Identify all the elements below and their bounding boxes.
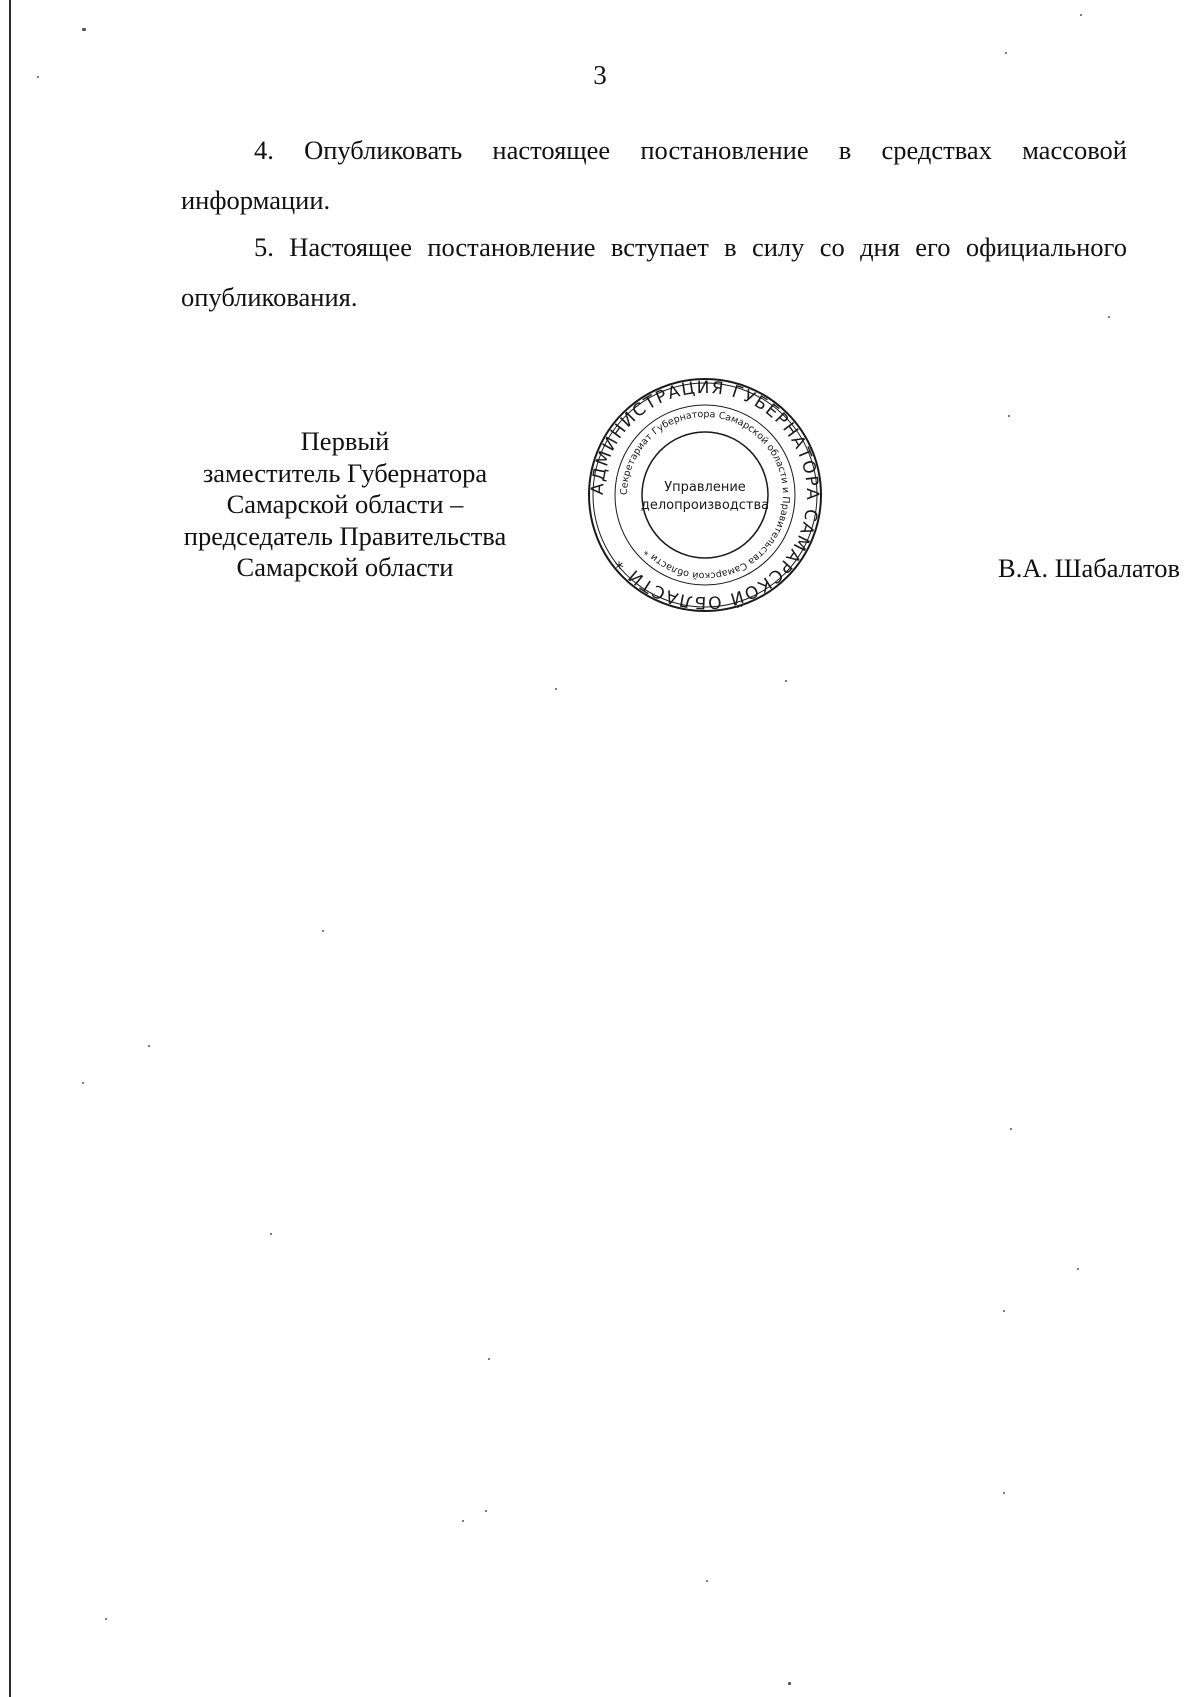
scan-speck bbox=[788, 1682, 791, 1685]
scan-speck bbox=[1005, 52, 1007, 54]
paragraph-4 bbox=[181, 125, 1127, 225]
scan-speck bbox=[1080, 14, 1082, 16]
paragraph-5-number: 5. bbox=[254, 232, 274, 262]
scan-speck bbox=[488, 1358, 490, 1360]
position-line: председатель Правительства bbox=[183, 520, 507, 551]
page-number: 3 bbox=[593, 60, 607, 90]
scan-speck bbox=[37, 76, 39, 78]
seal-inner-ring bbox=[642, 432, 768, 558]
scan-speck bbox=[322, 930, 324, 932]
scan-speck bbox=[270, 1233, 272, 1235]
paragraph-4-text: Опубликовать настоящее постановление в средствах массовой информации. bbox=[181, 135, 1127, 215]
scan-speck bbox=[485, 1510, 487, 1512]
official-seal bbox=[585, 375, 825, 615]
scan-speck bbox=[148, 1045, 150, 1047]
position-line: заместитель Губернатора bbox=[202, 457, 488, 488]
position-line: Самарской области bbox=[236, 552, 454, 582]
signatory-position bbox=[140, 426, 550, 584]
scan-speck bbox=[105, 1618, 107, 1620]
paragraph-5-text: Настоящее постановление вступает в силу со дня его официального опубликования. bbox=[181, 232, 1127, 312]
seal-center-line2: делопроизводства bbox=[640, 498, 770, 513]
scan-speck bbox=[82, 1082, 84, 1084]
seal-outer-text: АДМИНИСТРАЦИЯ ГУБЕРНАТОРА САМАРСКОЙ ОБЛАСТИ * bbox=[587, 377, 823, 613]
seal-center-line1: Управление bbox=[664, 480, 746, 495]
scan-speck bbox=[82, 28, 86, 31]
scan-speck bbox=[706, 1580, 708, 1582]
scan-speck bbox=[785, 680, 787, 682]
position-line: Первый bbox=[300, 426, 390, 456]
paragraph-4-number: 4. bbox=[254, 135, 274, 165]
scan-speck bbox=[1008, 415, 1010, 417]
position-line: Самарской области – bbox=[226, 489, 464, 519]
scan-speck bbox=[1010, 1128, 1012, 1130]
seal-graphic bbox=[585, 375, 825, 615]
scan-speck bbox=[1003, 1310, 1005, 1312]
scan-speck bbox=[555, 688, 557, 690]
seal-inner-text: Секретариат Губернатора Самарской области и Правительства Самарской области * bbox=[618, 408, 792, 582]
signatory-name: В.А. Шабалатов bbox=[998, 553, 1180, 583]
scan-left-edge bbox=[9, 0, 11, 1697]
paragraph-5 bbox=[181, 222, 1127, 322]
scan-speck bbox=[1003, 1492, 1005, 1494]
scan-speck bbox=[462, 1520, 464, 1522]
scan-speck bbox=[1077, 1268, 1079, 1270]
scan-speck bbox=[1108, 316, 1110, 318]
